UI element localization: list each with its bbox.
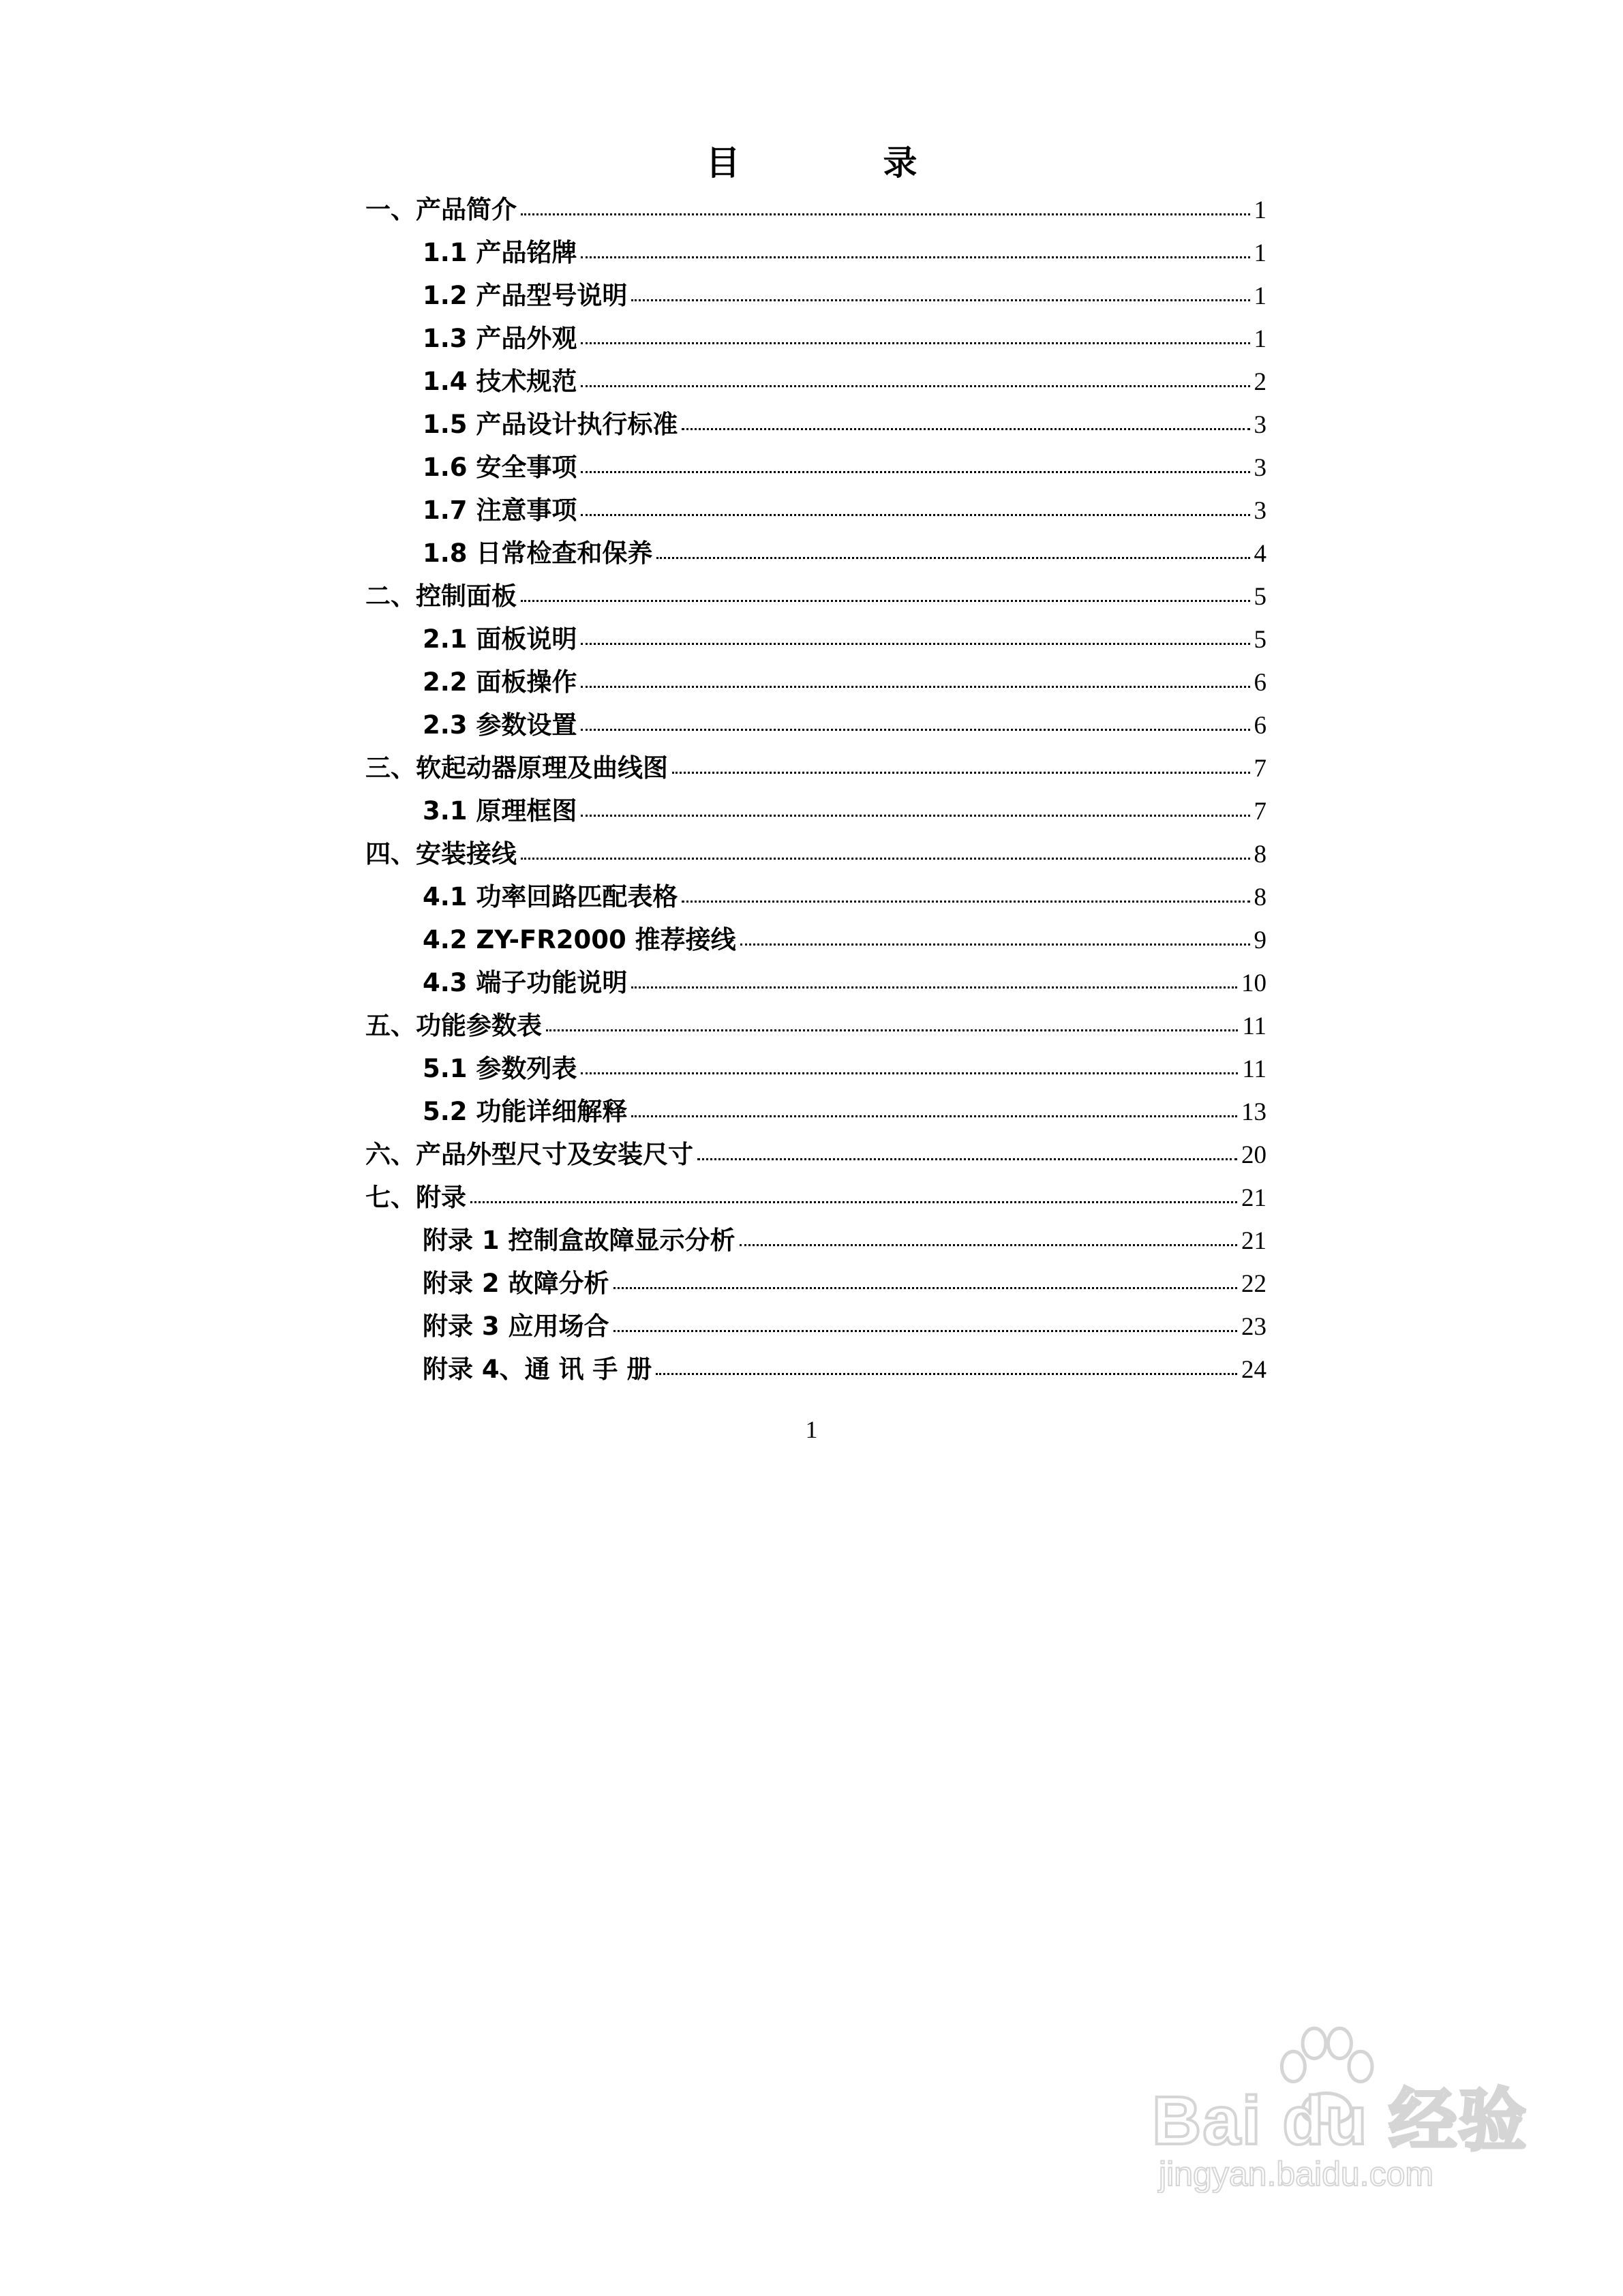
toc-entry[interactable]	[365, 832, 1266, 875]
toc-entry-label: 3.1 原理框图	[423, 796, 577, 826]
toc-entry-page: 3	[1254, 497, 1266, 525]
toc-entry-page: 8	[1254, 841, 1266, 868]
toc-entry[interactable]	[365, 446, 1266, 489]
toc-entry-label: 1.7 注意事项	[423, 496, 577, 525]
toc-entry[interactable]	[365, 789, 1266, 832]
toc-leader-dots	[470, 1198, 1237, 1203]
toc-entry-page: 11	[1242, 1012, 1266, 1040]
toc-entry-page: 1	[1254, 196, 1266, 224]
toc-entry-page: 4	[1254, 540, 1266, 568]
toc-entry-label: 1.1 产品铭牌	[423, 238, 577, 267]
toc-entry[interactable]	[365, 317, 1266, 360]
toc-entry-label: 2.3 参数设置	[423, 710, 577, 740]
watermark	[1152, 2018, 1534, 2202]
toc-entry-page: 21	[1241, 1227, 1266, 1255]
toc-entry[interactable]	[365, 403, 1266, 446]
toc-entry-label: 附录 1 控制盒故障显示分析	[423, 1226, 735, 1255]
toc-entry-page: 10	[1241, 969, 1266, 997]
toc-entry-page: 3	[1254, 454, 1266, 482]
toc-entry-page: 21	[1241, 1184, 1266, 1212]
toc-entry-page: 11	[1242, 1055, 1266, 1083]
toc-entry-label: 1.6 安全事项	[423, 453, 577, 482]
toc-entry-label: 4.2 ZY-FR2000 推荐接线	[423, 925, 736, 954]
toc-entry-label: 四、安装接线	[365, 839, 517, 868]
toc-leader-dots	[613, 1284, 1237, 1289]
toc-leader-dots	[581, 511, 1249, 516]
toc-entry-page: 13	[1241, 1098, 1266, 1126]
toc-entry-label: 七、附录	[365, 1183, 466, 1212]
toc-entry[interactable]	[365, 1219, 1266, 1262]
toc-leader-dots	[521, 597, 1250, 602]
toc-leader-dots	[581, 726, 1249, 731]
toc-leader-dots	[581, 339, 1249, 344]
toc-entry-label: 附录 4、通 讯 手 册	[423, 1355, 652, 1384]
toc-entry[interactable]	[365, 746, 1266, 789]
toc-entry-page: 6	[1254, 712, 1266, 740]
toc-entry-page: 6	[1254, 669, 1266, 697]
toc-entry-label: 4.1 功率回路匹配表格	[423, 882, 678, 911]
toc-leader-dots	[521, 855, 1250, 860]
toc-entry[interactable]	[365, 1348, 1266, 1391]
toc-entry[interactable]	[365, 875, 1266, 918]
toc-entry-page: 7	[1254, 798, 1266, 826]
toc-entry[interactable]	[365, 1133, 1266, 1176]
toc-entry-label: 五、功能参数表	[365, 1011, 542, 1040]
toc-leader-dots	[656, 1370, 1237, 1375]
toc-entry[interactable]	[365, 1262, 1266, 1305]
toc-leader-dots	[740, 941, 1250, 946]
toc-leader-dots	[613, 1327, 1237, 1332]
toc-entry[interactable]	[365, 1004, 1266, 1047]
toc-entry-label: 1.3 产品外观	[423, 324, 577, 353]
toc-entry-page: 1	[1254, 325, 1266, 353]
toc-entry-label: 4.3 端子功能说明	[423, 968, 628, 997]
page-number: 1	[805, 1416, 818, 1443]
toc-leader-dots	[581, 640, 1249, 645]
toc-entry[interactable]	[365, 360, 1266, 403]
toc-entry-label: 1.5 产品设计执行标准	[423, 410, 678, 439]
toc-entry[interactable]	[365, 961, 1266, 1004]
toc-entry[interactable]	[365, 918, 1266, 961]
toc-entry-label: 1.4 技术规范	[423, 367, 577, 396]
toc-entry-label: 2.1 面板说明	[423, 624, 577, 654]
toc-leader-dots	[631, 297, 1249, 301]
toc-entry-page: 8	[1254, 883, 1266, 911]
toc-entry[interactable]	[365, 1090, 1266, 1133]
toc-entry-page: 7	[1254, 755, 1266, 783]
toc-leader-dots	[581, 812, 1249, 817]
toc-entry-page: 1	[1254, 239, 1266, 267]
toc-entry-label: 一、产品简介	[365, 195, 517, 224]
toc-entry-page: 1	[1254, 282, 1266, 310]
toc-leader-dots	[546, 1027, 1238, 1031]
toc-entry[interactable]	[365, 1047, 1266, 1090]
toc-entry[interactable]	[365, 489, 1266, 532]
toc-entry[interactable]	[365, 532, 1266, 575]
toc-entry-page: 5	[1254, 626, 1266, 654]
toc-leader-dots	[682, 898, 1249, 903]
toc-entry[interactable]	[365, 575, 1266, 618]
toc-entry[interactable]	[365, 618, 1266, 661]
watermark-brand: Bai du 经验	[1152, 2083, 1528, 2159]
toc-entry-page: 22	[1241, 1270, 1266, 1298]
toc-entry[interactable]	[365, 274, 1266, 317]
toc-leader-dots	[581, 254, 1249, 258]
toc-leader-dots	[697, 1155, 1237, 1160]
page-title: 目 录	[706, 143, 972, 183]
toc-entry-label: 2.2 面板操作	[423, 667, 577, 697]
toc-entry[interactable]	[365, 704, 1266, 746]
toc-entry[interactable]	[365, 188, 1266, 231]
toc-entry[interactable]	[365, 1305, 1266, 1348]
toc-leader-dots	[631, 1113, 1237, 1117]
toc-entry-page: 3	[1254, 411, 1266, 439]
toc-entry-label: 1.8 日常检查和保养	[423, 539, 653, 568]
table-of-contents	[365, 188, 1266, 1391]
toc-leader-dots	[672, 769, 1250, 774]
toc-entry-label: 1.2 产品型号说明	[423, 281, 628, 310]
toc-entry[interactable]	[365, 661, 1266, 704]
toc-entry[interactable]	[365, 1176, 1266, 1219]
toc-entry-label: 三、软起动器原理及曲线图	[365, 753, 668, 783]
toc-leader-dots	[521, 211, 1250, 215]
toc-entry-page: 5	[1254, 583, 1266, 611]
toc-entry-label: 二、控制面板	[365, 581, 517, 611]
toc-entry-page: 20	[1241, 1141, 1266, 1169]
toc-entry-label: 附录 2 故障分析	[423, 1269, 609, 1298]
toc-entry-label: 5.2 功能详细解释	[423, 1097, 628, 1126]
toc-leader-dots	[656, 554, 1249, 559]
watermark-url: jingyan.baidu.com	[1159, 2155, 1434, 2193]
toc-leader-dots	[581, 683, 1249, 688]
toc-leader-dots	[682, 425, 1249, 430]
toc-entry[interactable]	[365, 231, 1266, 274]
toc-leader-dots	[581, 468, 1249, 473]
toc-leader-dots	[740, 1241, 1237, 1246]
toc-entry-page: 23	[1241, 1313, 1266, 1341]
toc-leader-dots	[581, 382, 1249, 387]
toc-entry-page: 2	[1254, 368, 1266, 396]
toc-entry-label: 5.1 参数列表	[423, 1054, 577, 1083]
toc-entry-page: 24	[1241, 1356, 1266, 1384]
toc-leader-dots	[631, 984, 1237, 988]
toc-entry-page: 9	[1254, 926, 1266, 954]
toc-entry-label: 附录 3 应用场合	[423, 1312, 609, 1341]
toc-entry-label: 六、产品外型尺寸及安装尺寸	[365, 1140, 693, 1169]
toc-leader-dots	[581, 1070, 1238, 1074]
